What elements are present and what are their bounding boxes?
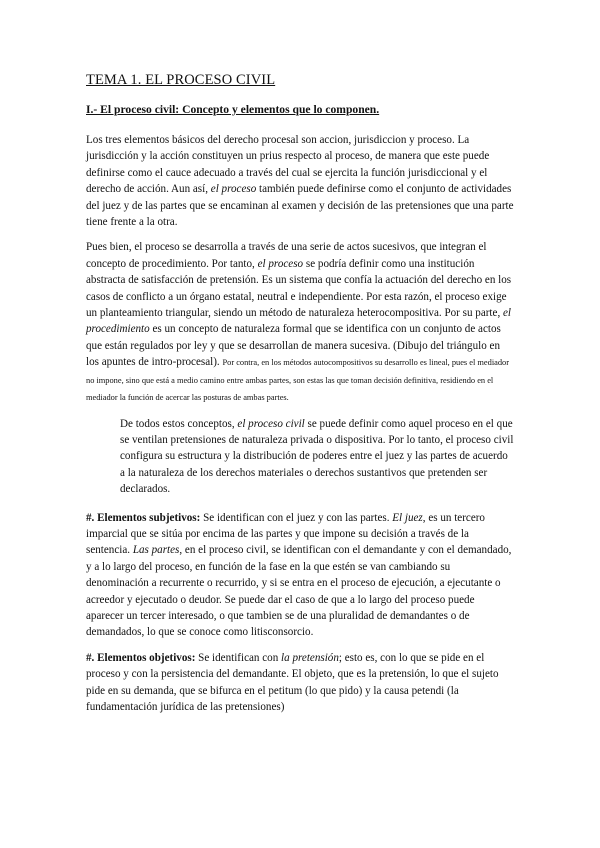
paragraph-2-text-a: Pues bien, el proceso se desarrolla a través de una serie de actos sucesivos, que integran el concepto de procedimiento. Por tanto, [86, 241, 487, 270]
paragraph-2-text-e: es un concepto de naturaleza formal que se identifica con un conjunto de actos que están regulados por ley y que se desarrollan de manera sucesiva. (Dibujo del triángulo en los apuntes de intro-procesal). [86, 323, 501, 369]
paragraph-4-text-f: , en el proceso civil, se identifican con el demandante y con el demandado, y a lo largo del proceso, en función de la fase en la que estén se van cambiando su denominación a recurrente o recurrido, y si se entra en el proceso de ejecución, a ejecutante o acreedor y ejecutado o deudor. Se puede dar el caso de que a lo largo del proceso puede aparecer un tercer interesado, o que tambien se de una pluralidad de demandantes o de demandados, lo que se conoce como litisconsorcio. [86, 544, 512, 639]
paragraph-3-italic: el proceso civil [237, 417, 305, 430]
paragraph-3-text-c: se puede definir como aquel proceso en el que se ventilan pretensiones de naturaleza privada o dispositiva. Por lo tanto, el proceso civil configura su estructura y la distribución de poderes entre el juez y las partes de acuerdo a la naturaleza de los derechos materiales o derechos sustantivos que pretenden ser declarados. [120, 417, 514, 496]
paragraph-2-italic-proceso: el proceso [257, 257, 304, 270]
paragraph-1-text-a: Los tres elementos básicos del derecho procesal son accion, jurisdiccion y proceso. La jurisdicción y la acción constituyen un prius respecto al proceso, de manera que este puede definirse como el cauce adecuado a través del cual se ejercita la función jurisdiccional y el derecho de acción. Aun así, [86, 134, 490, 196]
paragraph-4-italic-juez: El juez [392, 511, 423, 524]
paragraph-2 [86, 239, 514, 406]
paragraph-5-italic-pretension: la pretensión [281, 651, 339, 664]
paragraph-3-indented [120, 416, 514, 498]
paragraph-4-text-b: Se identifican con el juez y con las partes. [200, 511, 393, 524]
paragraph-4-elementos-subjetivos [86, 510, 514, 641]
paragraph-2-italic-procedimiento: el procedimiento [86, 307, 512, 336]
paragraph-3-text-a: De todos estos conceptos, [120, 417, 238, 430]
paragraph-4-italic-partes: Las partes [132, 544, 180, 557]
paragraph-4-text-d: , es un tercero imparcial que se sitúa por encima de las partes y que impone su decisión a través de la sentencia. [86, 511, 485, 557]
paragraph-1-text-c: también puede definirse como el conjunto de actividades del juez y de las partes que se encaminan al examen y decisión de las pretensiones que una parte tiene frente a la otra. [86, 183, 514, 229]
paragraph-4-heading: #. Elementos subjetivos: [86, 511, 201, 524]
paragraph-2-text-c: se podría definir como una institución abstracta de satisfacción de pretensión. Es un sistema que confía la actuación del derecho en los casos de conflicto a un órgano estatal, neutral e independiente. Por esta razón, el proceso exige un planteamiento triangular, siendo un método de naturaleza heterocompositiva. Por su parte, [86, 257, 512, 320]
paragraph-1 [86, 132, 514, 230]
document-page [86, 72, 514, 724]
section-heading: I.- El proceso civil: Concepto y elementos que lo componen. [86, 103, 380, 116]
paragraph-5-text-b: Se identifican con [195, 651, 282, 664]
paragraph-5-elementos-objetivos [86, 650, 514, 716]
paragraph-1-italic: el proceso [210, 183, 257, 196]
paragraph-2-small-note: Por contra, en los métodos autocompositivos su desarrollo es lineal, pues el mediador no impone, sino que está a medio camino entre ambas partes, son estas las que toman decisión definitiva, residiendo en el mediador la función de acercar las posturas de ambas partes. [86, 358, 510, 403]
paragraph-5-heading: #. Elementos objetivos: [86, 651, 196, 664]
page-title: TEMA 1. EL PROCESO CIVIL [86, 72, 276, 88]
paragraph-5-text-d: ; esto es, con lo que se pide en el proceso y con la persistencia del demandante. El objeto, que es la pretensión, lo que el sujeto pide en su demanda, que se bifurca en el petitum (lo que pido) y la causa petendi (la fundamentación jurídica de las pretensiones) [86, 651, 499, 713]
